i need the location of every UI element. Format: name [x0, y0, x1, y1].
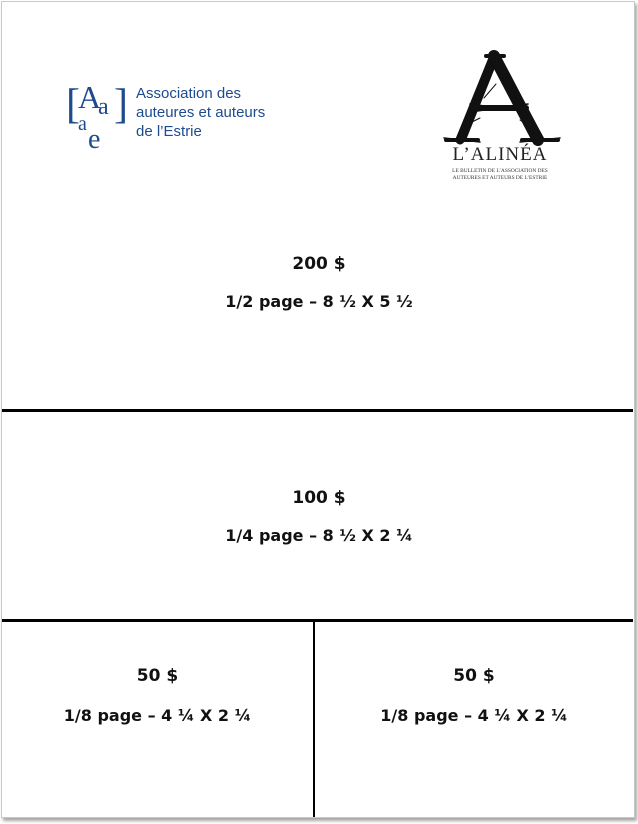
bulletin-logo — [430, 48, 570, 186]
bulletin-subtitle: LE BULLETIN DE L’ASSOCIATION DES AUTEURES ET AUTEURS DE L’ESTRIE — [452, 168, 548, 181]
association-logo — [64, 72, 294, 152]
association-name — [136, 84, 265, 141]
half-page-size: 1/2 page – 8 ½ X 5 ½ — [225, 292, 413, 311]
association-name-line-1: Association des — [136, 85, 242, 102]
quarter-page-price: 100 $ — [292, 488, 346, 508]
ad-rates-page — [1, 1, 635, 818]
eighth-page-right-size: 1/8 page – 4 ¼ X 2 ¼ — [380, 706, 568, 725]
svg-text:e: e — [88, 124, 101, 152]
association-name-line-2: auteures et auteurs — [136, 104, 266, 121]
svg-text:[: [ — [66, 82, 80, 128]
section-divider-2 — [2, 619, 633, 622]
bulletin-title: L’ALINÉA — [452, 144, 548, 165]
svg-text:a: a — [98, 94, 109, 120]
aaae-logo-icon — [64, 72, 130, 152]
eighth-page-left-price: 50 $ — [136, 666, 179, 686]
quarter-page-size: 1/4 page – 8 ½ X 2 ¼ — [225, 526, 413, 545]
eighth-page-right-price: 50 $ — [453, 666, 495, 686]
svg-text:a: a — [78, 113, 87, 135]
alinea-a-icon — [430, 48, 570, 148]
eighth-page-left-size: 1/8 page – 4 ¼ X 2 ¼ — [63, 706, 252, 725]
svg-text:]: ] — [114, 82, 128, 128]
association-name-line-3: de l’Estrie — [136, 123, 202, 140]
half-page-price: 200 $ — [292, 254, 346, 274]
section-divider-1 — [2, 409, 633, 412]
svg-text:A: A — [78, 79, 102, 115]
